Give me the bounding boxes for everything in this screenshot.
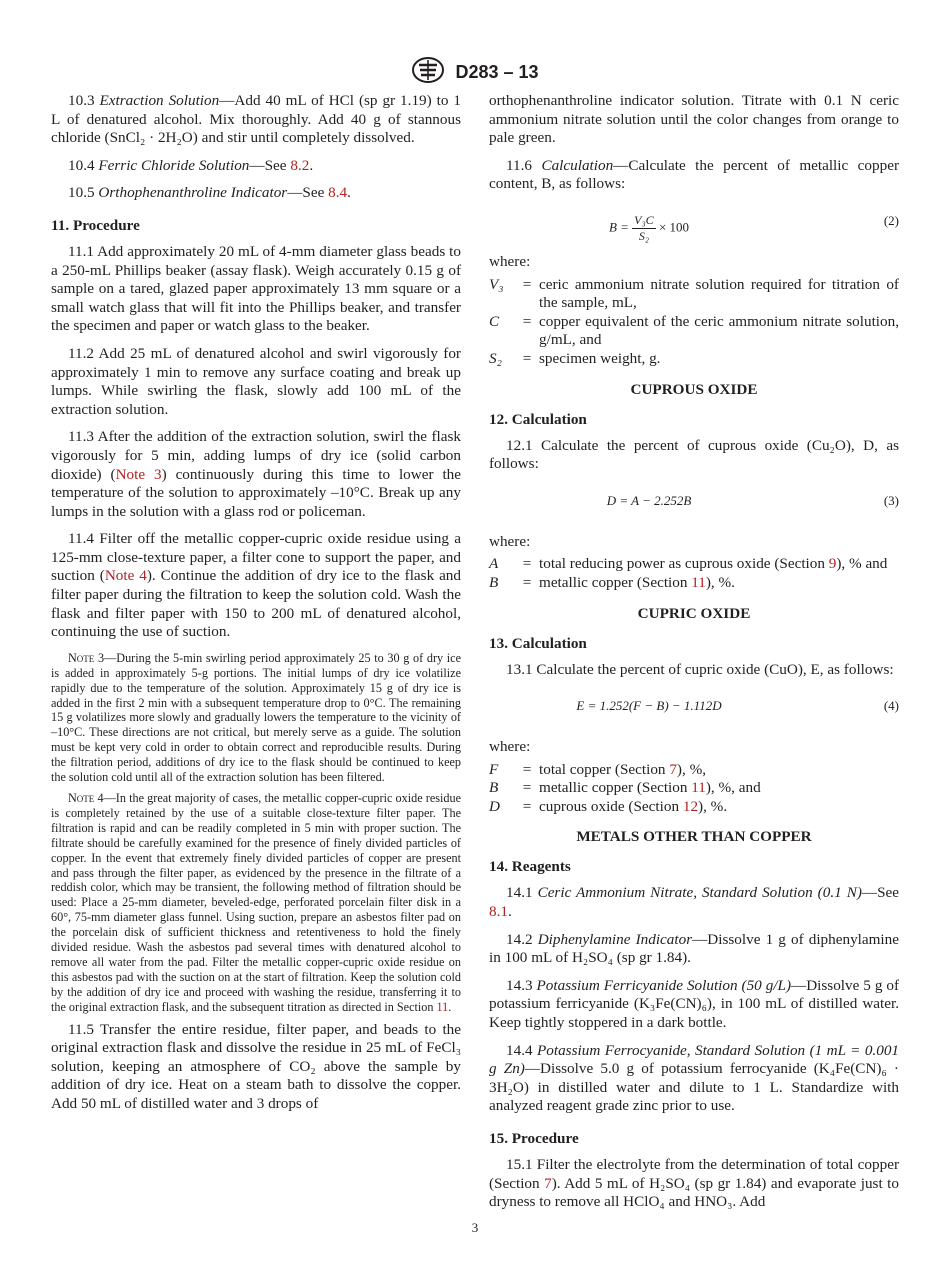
definition-equals: =: [522, 275, 532, 293]
definition-equals: =: [522, 349, 532, 367]
ref-link[interactable]: Note 3: [115, 465, 162, 483]
definition-equals: =: [522, 779, 532, 797]
definition-symbol: D: [489, 797, 500, 815]
right-column: [489, 92, 899, 1221]
ref-link[interactable]: 11: [691, 779, 706, 797]
definition-symbol: F: [489, 760, 499, 778]
where-label: where:: [489, 738, 531, 756]
paragraph-11-5-cont: orthophenanthroline indicator solution. Titrate with 0.1 N ceric ammonium nitrate solution until the color changes from orange to pale green.: [489, 92, 899, 147]
definition-text: total reducing power as cuprous oxide (Section 9), % and: [539, 555, 888, 573]
paragraph-10-4: 10.4 Ferric Chloride Solution—See 8.2.: [68, 156, 314, 174]
ref-link[interactable]: 11: [691, 573, 706, 591]
paragraph-14-3: 14.3 Potassium Ferricyanide Solution (50 g/L)—Dissolve 5 g of potassium ferricyanide (K₃Fe(CN)₆), in 100 mL of distilled water. Keep tightly stoppered in a dark bottle.: [489, 976, 899, 1032]
page-number: 3: [471, 1220, 479, 1235]
paragraph-11-4: 11.4 Filter off the metallic copper-cupric oxide residue using a 125-mm close-texture paper, a filter cone to support the paper, and suction (Note 4). Continue the addition of dry ice to the flask and filter paper during the filtration to keep the solution cold. Wash the flask and filter paper with 150 to 200 mL of denatured alcohol, continuing the use of suction.: [51, 530, 461, 641]
definition-text: specimen weight, g.: [539, 349, 661, 367]
paragraph-14-1: 14.1 Ceric Ammonium Nitrate, Standard Solution (0.1 N)—See 8.1.: [489, 884, 900, 921]
section-title-cuprous: CUPROUS OXIDE: [630, 380, 758, 398]
paragraph-12-1: 12.1 Calculate the percent of cuprous oxide (Cu₂O), D, as follows:: [489, 436, 899, 473]
section-heading: 14. Reagents: [489, 858, 571, 876]
left-column: [51, 92, 461, 1123]
definition-item: [489, 555, 899, 574]
definition-symbol: V₃: [489, 275, 504, 293]
equation-3: D = A − 2.252B (3): [606, 492, 899, 508]
definition-item: [489, 761, 899, 780]
note-3: Note 3—During the 5-min swirling period approximately 25 to 30 g of dry ice is added in approximately 5-g portions. The initial lumps of dry ice volatilize rapidly due to the temperature of the solution. Approximately 15 g of dry ice is added in the first 2 min with a subsequent temperature drop to 0°C. The remaining 15 g volatilizes more slowly and gradually lowers the temperature to the vicinity of –10°C. These directions are not critical, but merely serve as a guide. The solution must be kept very cold in order to obtain correct and reproducible results. During the filtration period, additions of dry ice to the flask should be continued to keep the solution cold until all of the extraction solution has been filtered.: [51, 650, 462, 785]
definition-text: cuprous oxide (Section 12), %.: [539, 797, 728, 815]
paragraph-11-2: 11.2 Add 25 mL of denatured alcohol and swirl vigorously for approximately 1 min to remove any surface coating and break up lumps. While swirling the flask, slowly add 100 mL of the extraction solution.: [51, 344, 461, 418]
definition-text: total copper (Section 7), %,: [539, 760, 707, 778]
ref-link[interactable]: 12: [682, 797, 699, 815]
definition-symbol: B: [489, 779, 499, 797]
where-label: where:: [489, 532, 531, 550]
definition-symbol: A: [489, 555, 499, 573]
where-label: where:: [489, 252, 531, 270]
paragraph-11-6: 11.6 Calculation—Calculate the percent of metallic copper content, B, as follows:: [489, 156, 899, 193]
astm-logo-icon: [411, 56, 445, 89]
ref-link[interactable]: 7: [669, 760, 677, 778]
definition-item: [489, 779, 899, 798]
definition-item: [489, 313, 899, 350]
definition-list: [489, 555, 899, 592]
paragraph-11-5: 11.5 Transfer the entire residue, filter paper, and beads to the original extraction flask and dissolve the residue in 25 mL of FeCl₃ solution, keeping an atmosphere of CO₂ above the sample by addition of dry ice. Heat on a steam bath to dissolve the copper. Add 50 mL of distilled water and 3 drops of: [51, 1020, 461, 1112]
ref-link[interactable]: 8.2: [290, 156, 310, 174]
paragraph-14-2: 14.2 Diphenylamine Indicator—Dissolve 1 g of diphenylamine in 100 mL of H₂SO₄ (sp gr 1.84).: [489, 930, 899, 967]
ref-link[interactable]: 7: [544, 1174, 552, 1192]
ref-link[interactable]: 8.1: [489, 903, 508, 921]
note-4: Note 4—In the great majority of cases, the metallic copper-cupric oxide residue is completely retained by the use of a suitable close-texture filter paper. The filtration is rapid and can be readily completed in 5 min with proper suction. The filtrate should be carefully examined for the presence of finely divided particles of copper. In the event that extremely finely divided particles of copper are present and pass through the filter paper, as evidenced by the presence in the filtrate of a reddish color, which may be transient, the following method of filtration should be used: Place a 25-mm diameter, beveled-edge, perforated porcelain filter disk in a 60°, 75-mm diameter glass funnel. Using suction, prepare an asbestos filter pad on the porcelain disk of sufficient thickness and retentiveness to hold the finely divided residue. Wash the asbestos pad several times with denatured alcohol to remove all water from the pad. Filter the metallic copper-cupric oxide residue on this asbestos pad with the suction on at the start of filtration. Keep the solution cold by the addition of dry ice and proceed with washing the residue, transferring it to the original extraction flask, and the subsequent titration as directed in Section 11.: [51, 791, 461, 1014]
paragraph-15-1: 15.1 Filter the electrolyte from the determination of total copper (Section 7). Add 5 mL of H₂SO₄ (sp gr 1.84) and evaporate just to dryness to remove all HClO₄ and HNO₃. Add: [489, 1156, 899, 1211]
paragraph-13-1: 13.1 Calculate the percent of cupric oxide (CuO), E, as follows:: [506, 660, 894, 678]
definition-symbol: C: [489, 312, 500, 330]
definition-equals: =: [522, 760, 532, 778]
definition-equals: =: [522, 312, 532, 330]
paragraph-11-3: 11.3 After the addition of the extraction solution, swirl the flask vigorously for 5 min, adding lumps of dry ice (solid carbon dioxide) (Note 3) continuously during this time to lower the temperature of the solution to approximately –10°C. Break up any lumps in the solution with a glass rod or policeman.: [51, 428, 462, 520]
definition-symbol: B: [489, 573, 499, 591]
definition-equals: =: [522, 797, 532, 815]
section-heading: 15. Procedure: [489, 1130, 579, 1147]
definition-text: metallic copper (Section 11), %, and: [539, 779, 761, 797]
paragraph-14-4: 14.4 Potassium Ferrocyanide, Standard Solution (1 mL = 0.001 g Zn)—Dissolve 5.0 g of potassium ferrocyanide (K₄Fe(CN)₆ · 3H₂O) in distilled water and dilute to 1 L. Standardize with analyzed reagent grade zinc prior to use.: [489, 1041, 900, 1115]
section-heading: 11. Procedure: [51, 216, 140, 234]
section-title-cupric: CUPRIC OXIDE: [637, 604, 751, 622]
paragraph-10-5: 10.5 Orthophenanthroline Indicator—See 8.4.: [68, 184, 351, 202]
document-code: D283 – 13: [455, 62, 539, 82]
section-title-metals: METALS OTHER THAN COPPER: [576, 828, 812, 846]
definition-list: [489, 276, 899, 369]
ref-link[interactable]: 11: [436, 999, 449, 1014]
ref-link[interactable]: Note 4: [104, 567, 147, 585]
definition-equals: =: [522, 555, 532, 573]
definition-text: copper equivalent of the ceric ammonium nitrate solution, g/mL, and: [539, 312, 899, 349]
equation-2: B = $\frac{\text{V₃C}}{\text{S₂}}$ × 100 (2): [608, 212, 899, 243]
definition-list: [489, 761, 899, 817]
definition-item: [489, 276, 899, 313]
definition-symbol: S₂: [489, 349, 502, 367]
section-heading: 13. Calculation: [489, 634, 587, 652]
paragraph-11-1: 11.1 Add approximately 20 mL of 4-mm diameter glass beads to a 250-mL Phillips beaker (assay flask). Weigh accurately 0.15 g of sample on a tared, glazed paper approximately 13 mm square or a small watch glass that will fit into the Phillips beaker, and transfer the specimen and paper or watch glass to the beaker.: [51, 242, 461, 335]
page-header: [0, 56, 950, 89]
definition-item: [489, 350, 899, 369]
ref-link[interactable]: 8.4: [328, 184, 348, 202]
definition-text: metallic copper (Section 11), %.: [539, 573, 735, 591]
equation-4: E = 1.252(F − B) − 1.112D (4): [576, 698, 899, 714]
section-heading: 12. Calculation: [489, 410, 587, 428]
definition-item: [489, 574, 899, 593]
paragraph-10-3: 10.3 Extraction Solution—Add 40 mL of HCl (sp gr 1.19) to 1 L of denatured alcohol. Mix thoroughly. Add 40 g of stannous chloride (SnCl₂ · 2H₂O) and stir until completely dissolved.: [51, 92, 461, 147]
definition-text: ceric ammonium nitrate solution required for titration of the sample, mL,: [539, 275, 899, 312]
ref-link[interactable]: 9: [828, 555, 837, 573]
definition-equals: =: [522, 573, 532, 591]
definition-item: [489, 798, 899, 817]
